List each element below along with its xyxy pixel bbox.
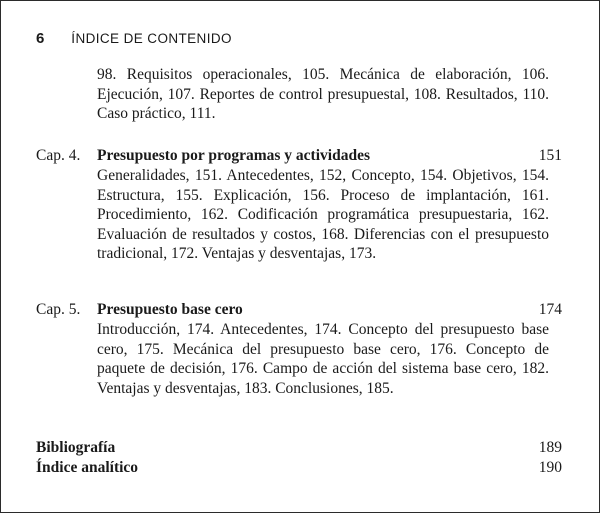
chapter-5-entry [36, 300, 562, 398]
end-matter-label: Índice analítico [36, 459, 139, 476]
chapter-number: Cap. 5. [36, 301, 81, 318]
page-number: 6 [36, 30, 45, 47]
bibliography-entry [36, 438, 562, 458]
chapter-page-number: 174 [538, 301, 562, 318]
running-head-title: ÍNDICE DE CONTENIDO [71, 31, 232, 46]
chapter-page-number: 151 [538, 147, 562, 164]
end-matter-page-number: 189 [538, 439, 562, 456]
running-head [36, 30, 232, 48]
end-matter-page-number: 190 [538, 459, 562, 476]
chapter-heading-row [36, 300, 562, 320]
end-matter-label: Bibliografía [36, 439, 116, 456]
chapter-topics: Generalidades, 151. Antecedentes, 152, Concepto, 154. Objetivos, 154. Estructura, 155. Explicación, 156. Proceso de implantación, 161. Procedimiento, 162. Codificación programática presupuestaria, 162. Evaluación de resultados y costos, 168. Diferencias con el presupuesto tradicional, 172. Ventajas y desventajas, 173. [97, 167, 549, 262]
index-entry [36, 458, 562, 478]
chapter-title: Presupuesto por programas y actividades [97, 147, 370, 164]
chapter-heading-row [36, 146, 562, 166]
chapter-title: Presupuesto base cero [97, 301, 243, 318]
chapter-4-entry [36, 146, 562, 264]
chapter-topics: Introducción, 174. Antecedentes, 174. Concepto del presupuesto base cero, 175. Mecánica del presupuesto base cero, 176. Concepto de paquete de decisión, 176. Campo de acción del sistema base cero, 182. Ventajas y desventajas, 183. Conclusiones, 185. [97, 321, 549, 397]
chapter-number: Cap. 4. [36, 147, 81, 164]
continued-contents-text: 98. Requisitos operacionales, 105. Mecánica de elaboración, 106. Ejecución, 107. Reportes de control presupuestal, 108. Resultados, 110. Caso práctico, 111. [97, 66, 549, 122]
